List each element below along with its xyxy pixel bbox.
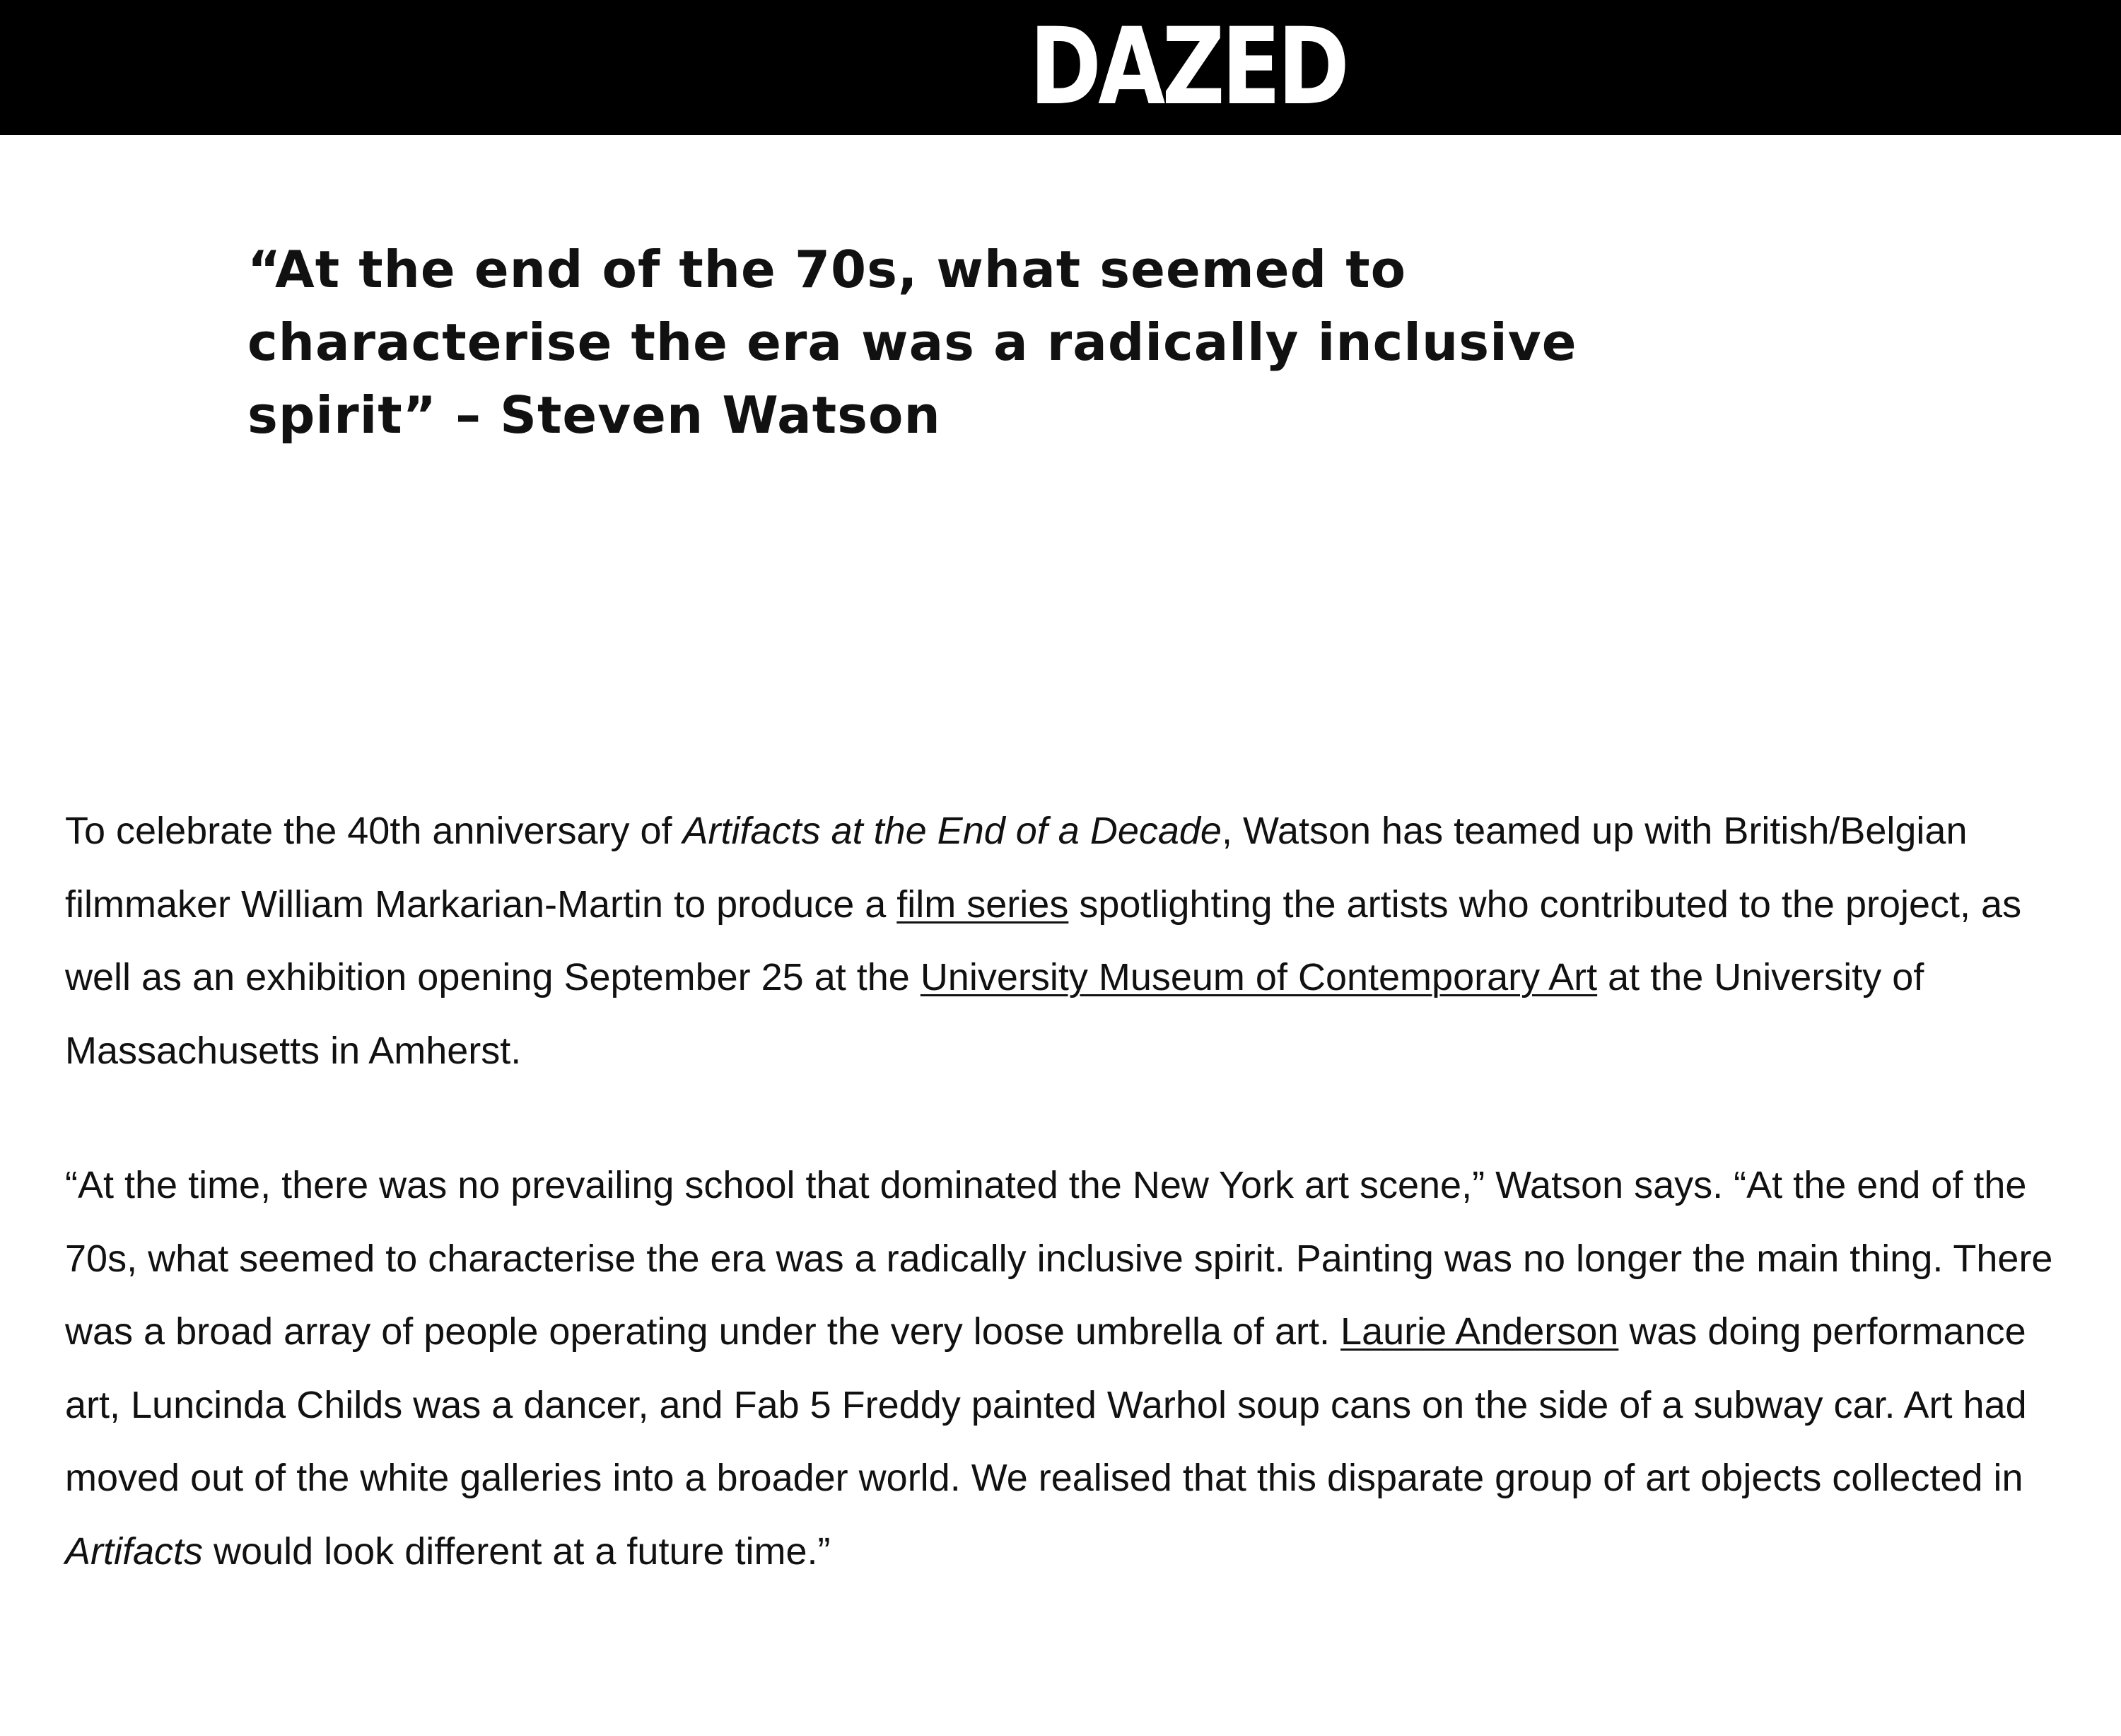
paragraph-text: was doing performance art, Luncinda Childs was a dancer, and Fab 5 Freddy painted Warhol soup cans on the side of a subway car. Art had moved out of the white galleries into a broader world. We realised that this disparate group of art objects collected in: [65, 1310, 2027, 1499]
paragraph-text: To celebrate the 40th anniversary of: [65, 810, 683, 852]
article-paragraph-2: [65, 1149, 2059, 1588]
paragraph-text: , Watson has teamed up with British/Belgian filmmaker William Markarian-Martin to produce a: [65, 810, 1968, 926]
artwork-title: Artifacts at the End of a Decade: [682, 810, 1222, 852]
film-series-link[interactable]: film series: [896, 882, 1069, 926]
paragraph-text: at the University of Massachusetts in Amherst.: [65, 956, 1924, 1072]
dazed-logo[interactable]: DAZED: [1029, 6, 1347, 129]
paragraph-text: “At the time, there was no prevailing school that dominated the New York art scene,” Watson says. “At the end of the 70s, what seemed to characterise the era was a radically inclusive spirit. Painting was no longer the main thing. There was a broad array of people operating under the very loose umbrella of art.: [65, 1164, 2053, 1353]
article-paragraph-1: [65, 795, 2059, 1088]
site-header: [0, 0, 2121, 135]
article-body: [65, 795, 2059, 1588]
paragraph-text: spotlighting the artists who contributed to the project, as well as an exhibition opening September 25 at the: [65, 882, 2022, 998]
artwork-title: Artifacts: [65, 1530, 204, 1573]
paragraph-text: would look different at a future time.”: [203, 1530, 831, 1573]
laurie-anderson-link[interactable]: Laurie Anderson: [1340, 1310, 1619, 1353]
pull-quote: “At the end of the 70s, what seemed to characterise the era was a radically inclusive spirit” – Steven Watson: [247, 240, 1577, 445]
museum-link[interactable]: University Museum of Contemporary Art: [920, 956, 1598, 998]
